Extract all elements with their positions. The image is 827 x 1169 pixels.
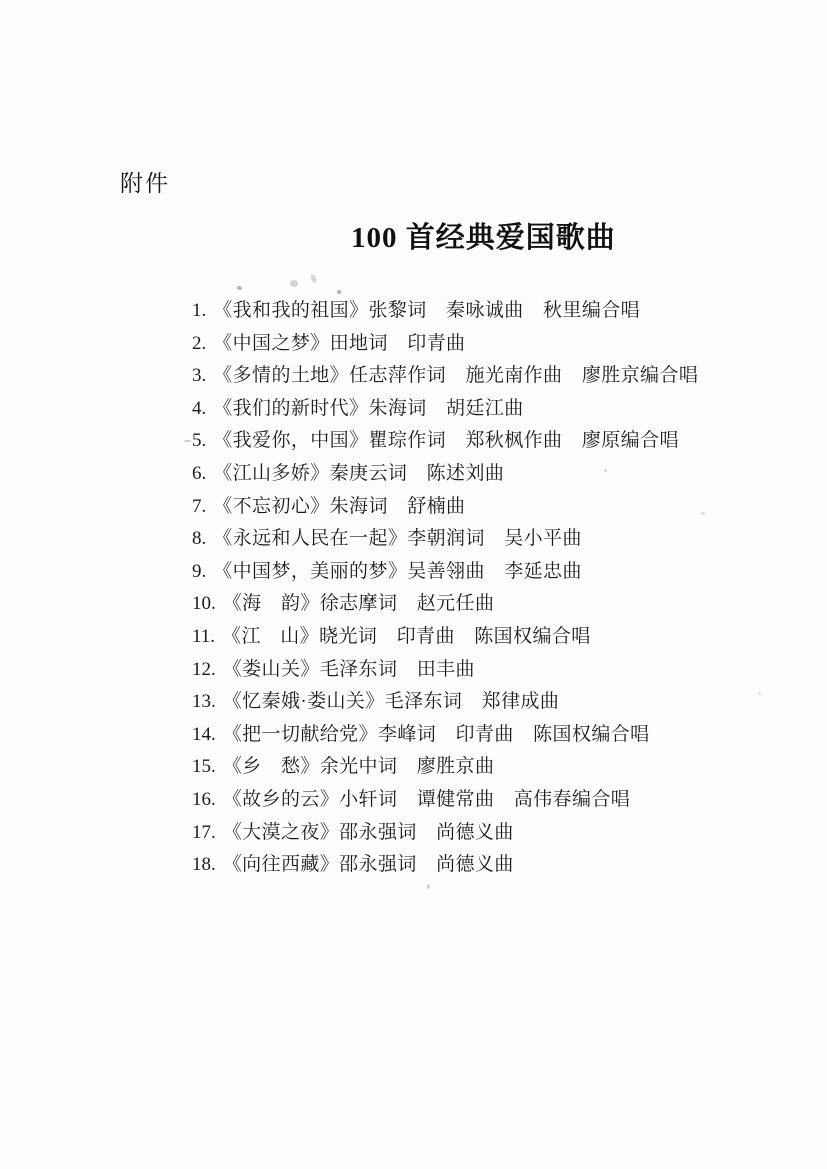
song-list-item (192, 425, 752, 458)
item-number: 11. (192, 625, 216, 647)
scan-speck (618, 730, 621, 733)
song-list-item (192, 849, 752, 882)
song-list-item (192, 817, 752, 850)
item-number: 10. (192, 593, 216, 615)
item-number: 7. (192, 495, 207, 517)
item-text: 《乡 愁》余光中词 廖胜京曲 (222, 756, 495, 778)
scan-speck (236, 285, 242, 290)
song-list-item (192, 621, 752, 654)
item-text: 《忆秦娥·娄山关》毛泽东词 郑律成曲 (222, 691, 560, 713)
item-number: 5. (192, 430, 207, 452)
scan-speck (290, 280, 298, 287)
item-text: 《不忘初心》朱海词 舒楠曲 (213, 495, 466, 517)
item-text: 《大漠之夜》邵永强词 尚德义曲 (222, 821, 514, 843)
song-list-item (192, 393, 752, 426)
document-title: 100 首经典爱国歌曲 (351, 222, 616, 254)
item-number: 12. (192, 658, 216, 680)
song-list-item (192, 458, 752, 491)
song-list-item (192, 686, 752, 719)
item-number: 16. (192, 788, 216, 810)
song-list-item (192, 654, 752, 687)
item-text: 《我们的新时代》朱海词 胡廷江曲 (213, 397, 524, 419)
item-number: 2. (192, 332, 207, 354)
item-number: 15. (192, 756, 216, 778)
song-list-item (192, 295, 752, 328)
scan-speck (701, 512, 705, 515)
scan-speck (427, 884, 430, 889)
scan-speck (337, 290, 341, 294)
song-list-item (192, 491, 752, 524)
item-number: 13. (192, 691, 216, 713)
item-text: 《把一切献给党》李峰词 印青曲 陈国权编合唱 (222, 723, 650, 745)
item-number: 6. (192, 462, 207, 484)
item-text: 《向往西藏》邵永强词 尚德义曲 (222, 854, 514, 876)
item-text: 《我爱你，中国》瞿琮作词 郑秋枫作曲 廖原编合唱 (213, 430, 679, 452)
item-text: 《江 山》晓光词 印青曲 陈国权编合唱 (222, 625, 591, 647)
item-number: 8. (192, 528, 207, 550)
item-number: 1. (192, 300, 207, 321)
scan-speck (758, 692, 761, 695)
item-text: 《中国梦，美丽的梦》吴善翎曲 李延忠曲 (213, 560, 582, 582)
item-number: 18. (192, 854, 216, 876)
item-text: 《娄山关》毛泽东词 田丰曲 (222, 658, 475, 680)
item-number: 9. (192, 560, 207, 582)
scan-speck (604, 469, 607, 472)
item-text: 《江山多娇》秦庚云词 陈述刘曲 (213, 462, 505, 484)
song-list-item (192, 719, 752, 752)
item-number: 3. (192, 365, 207, 387)
song-list-item (192, 556, 752, 589)
item-text: 《我和我的祖国》张黎词 秦咏诚曲 秋里编合唱 (213, 300, 641, 321)
item-number: 14. (192, 723, 216, 745)
song-list-item (192, 360, 752, 393)
song-list-item (192, 588, 752, 621)
scan-speck (309, 273, 317, 283)
song-list-item (192, 328, 752, 361)
attachment-label: 附件 (120, 171, 170, 196)
item-text: 《中国之梦》田地词 印青曲 (213, 332, 466, 354)
song-list (192, 295, 752, 882)
item-text: 《海 韵》徐志摩词 赵元任曲 (222, 593, 495, 615)
item-text: 《永远和人民在一起》李朝润词 吴小平曲 (213, 528, 582, 550)
song-list-item (192, 751, 752, 784)
song-list-item (192, 523, 752, 556)
scan-speck (184, 440, 191, 442)
item-number: 17. (192, 821, 216, 843)
song-list-item (192, 784, 752, 817)
item-text: 《故乡的云》小轩词 谭健常曲 高伟春编合唱 (222, 788, 631, 810)
item-text: 《多情的土地》任志萍作词 施光南作曲 廖胜京编合唱 (213, 365, 699, 387)
item-number: 4. (192, 397, 207, 419)
